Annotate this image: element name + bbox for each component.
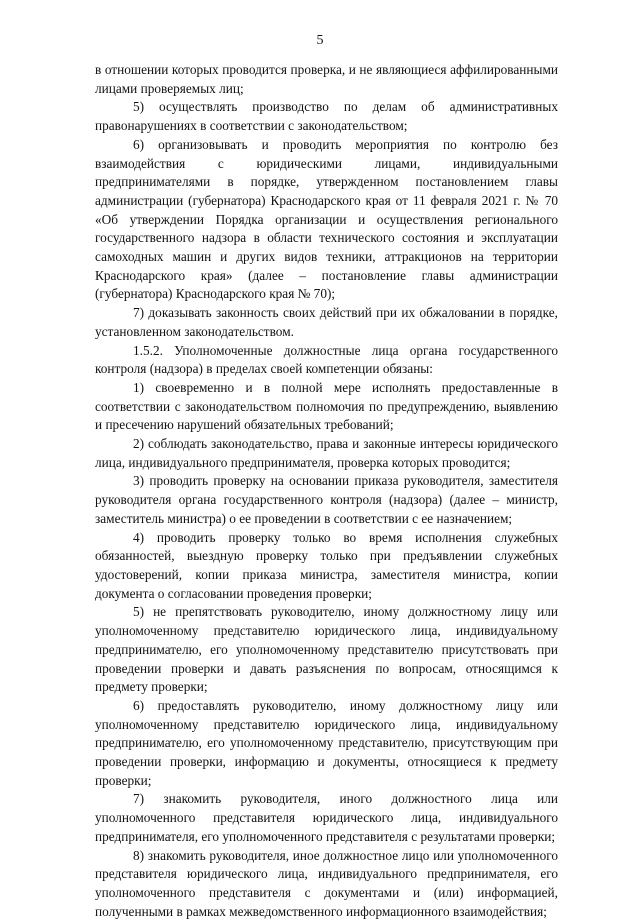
paragraph-continuation: в отношении которых проводится проверка, и не являющиеся аффилированными лицами проверяемых лиц; — [95, 62, 558, 96]
page-number: 5 — [316, 33, 324, 48]
paragraph-duty-2: 2) соблюдать законодательство, права и законные интересы юридического лица, индивидуального предпринимателя, проверка которых проводится; — [95, 436, 558, 470]
paragraph-duty-8: 8) знакомить руководителя, иное должностное лицо или уполномоченного представителя юридического лица, индивидуального предпринимателя, его уполномоченного представителя с документами и (или) информацией, полученными в рамках межведомственного информационного взаимодействия; — [95, 847, 558, 919]
paragraph-item-5: 5) осуществлять производство по делам об административных правонарушениях в соответствии с законодательством; — [95, 99, 558, 134]
document-body — [95, 61, 558, 921]
paragraph-duty-7: 7) знакомить руководителя, иного должностного лица или уполномоченного представителя юридического лица, индивидуального предпринимателя, его уполномоченного представителя с результатами проверки; — [95, 791, 558, 844]
paragraph-item-7: 7) доказывать законность своих действий при их обжаловании в порядке, установленном законодательством. — [95, 305, 558, 339]
paragraph-duty-1: 1) своевременно и в полной мере исполнять предоставленные в соответствии с законодательством полномочия по предупреждению, выявлению и пресечению нарушений обязательных требований; — [95, 379, 558, 433]
paragraph-item-6: 6) организовывать и проводить мероприятия по контролю без взаимодействия с юридическими лицами, индивидуальными предпринимателями в порядке, утвержденном постановлением главы администрации (губернатора) Краснодарского края от 11 февраля 2021 г. № 70 «Об утверждении Порядка организации и осуществления регионального государственного надзора в области технического состояния и эксплуатации самоходных машин и других видов техники, аттракционов на территории Краснодарского края» (далее – постановление главы администрации (губернатора) Краснодарского края № 70); — [95, 136, 558, 302]
paragraph-duty-6: 6) предоставлять руководителю, иному должностному лицу или уполномоченному представителю юридического лица, индивидуальному предпринимателю, его уполномоченному представителю, присутствующим при проведении проверки, информацию и документы, относящиеся к предмету проверки; — [95, 697, 558, 788]
paragraph-duty-4: 4) проводить проверку только во время исполнения служебных обязанностей, выездную проверку только при предъявлении служебных удостоверений, копии приказа министра, заместителя министра, копии документа о согласовании проведения проверки; — [95, 529, 558, 601]
paragraph-section-1-5-2: 1.5.2. Уполномоченные должностные лица органа государственного контроля (надзора) в пределах своей компетенции обязаны: — [95, 342, 558, 377]
paragraph-duty-5: 5) не препятствовать руководителю, иному должностному лицу или уполномоченному представителю юридического лица, индивидуальному предпринимателю, его уполномоченному представителю присутствовать при проведении проверки и давать разъяснения по вопросам, относящимся к предмету проверки; — [95, 604, 558, 695]
paragraph-duty-3: 3) проводить проверку на основании приказа руководителя, заместителя руководителя органа государственного контроля (надзора) (далее – министр, заместитель министра) о ее проведении в соответствии с ее назначением; — [95, 473, 558, 526]
